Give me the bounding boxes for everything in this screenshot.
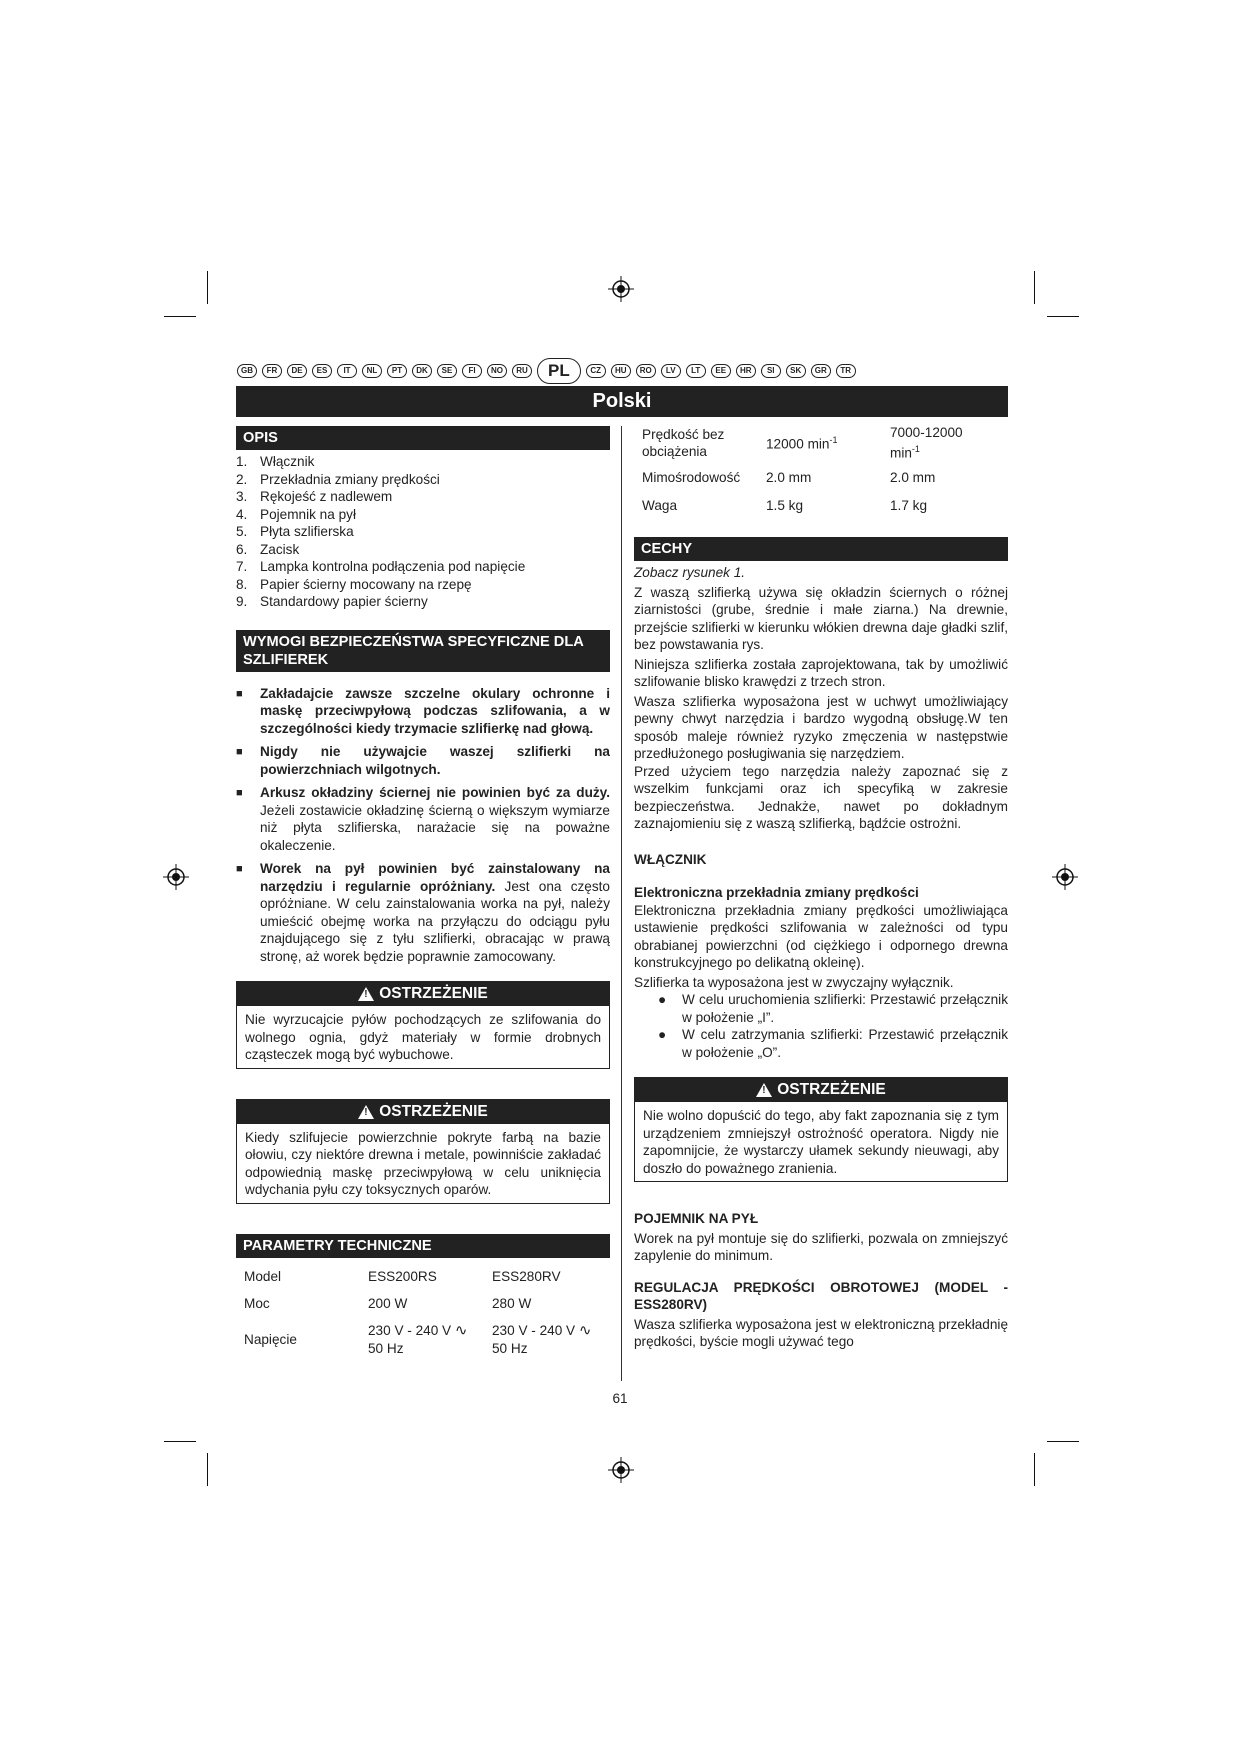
warning-triangle-icon [358,987,374,1001]
safety-bullet: ■ Zakładajcie zawsze szczelne okulary ochronne i maskę przeciwpyłową podczas szlifowania, a w szczególności kiedy trzymacie szlifierkę nad głową. [236,685,610,736]
lang-tab[interactable]: PT [387,364,407,378]
section-heading-params: PARAMETRY TECHNICZNE [236,1234,610,1258]
lang-tab[interactable]: NO [487,364,507,378]
crop-mark [1047,1441,1079,1442]
lang-tab[interactable]: DK [412,364,432,378]
crop-mark [207,1453,208,1486]
left-column [236,426,610,1362]
section-heading-cechy: CECHY [634,537,1008,561]
list-item: ● W celu zatrzymania szlifierki: Przestawić przełącznik w położenie „O”. [658,1027,1008,1060]
safety-bullet: ■ Nigdy nie używajcie waszej szlifierki na powierzchniach wilgotnych. [236,744,610,777]
lang-tab[interactable]: SK [786,364,806,378]
safety-bullet: ■ Arkusz okładziny ściernej nie powinien być za duży. Jeżeli zostawicie okładzinę ścierną o większym wymiarze niż płyta szlifierska, narażacie się na poważne okaleczenie. [236,785,610,853]
lang-tab[interactable]: NL [362,364,382,378]
warning-box: ! OSTRZEŻENIE Nie wyrzucajcie pyłów pochodzących ze szlifowania do wolnego ognia, gdyż materiały w formie drobnych cząsteczek mogą być wybuchowe. [236,981,610,1069]
safety-bullets [236,685,610,966]
ac-symbol-icon: ∿ [578,1322,592,1339]
safety-bullet: ■ Worek na pył powinien być zainstalowany na narzędziu i regularnie opróżniany. Jest ona często opróżniane. W celu zainstalowania worka na pył, należy umieścić obejmę worka na przyłączu do odciągu pyłu znajdującego się z tyłu szlifierki, obracając w prawą stronę, aż worek będzie poprawnie zamocowany. [236,861,610,964]
crop-mark [164,316,196,317]
lang-tab[interactable]: RO [636,364,656,378]
lang-tab[interactable]: HU [611,364,631,378]
registration-mark-icon [608,276,634,302]
right-column: Prędkość bez obciążenia 12000 $\min^{-1}$ 7000-12000 $\min^{-1}$ Mimośrodowość 2.0 mm 2.0 mm Waga 1.5 kg 1.7 kg CECHY Zobacz rysunek 1. Z waszą szlifierką używa się okładzin ściernych o różnej ziarnistości (grube, średnie i małe ziarna.) Na drewnie, przejście szlifierki w kierunku włókien drewna daje gładki szlif, bez powstawania rys. Niniejsza szlifierka została zaprojektowana, tak by umożliwić szlifowanie blisko krawędzi z trzech stron. Wasza szlifierka wyposażona jest w uchwyt umożliwiający pewny chwyt narzędzia i bardzo wygodną obsługę.W ten sposób maleje również ryzyko zmęczenia w następstwie przedłużonego posługiwania się narzędziem. Przed użyciem tego narzędzia należy zapoznać się z wszelkim funkcjami oraz ich specyfiką w zakresie bezpieczeństwa. Jednakże, nawet po dokładnym zaznajomieniu się z waszą szlifierką, bądźcie ostrożni. WŁĄCZNIK Elektroniczna przekładnia zmiany prędkości Elektroniczna przekładnia zmiany prędkości umożliwiająca ustawienie prędkości szlifowania w zależności od typu obrabianej powierzchni (od ciężkiego i odpornego drewna konstrukcyjnego po delikatną okleinę). Szlifierka ta wyposażona jest w zwyczajny wyłącznik. ● W celu uruchomienia szlifierki: Przestawić przełącznik w położenie „I”. ● W celu zatrzymania szlifierki: Przestawić przełącznik w położenie „O”. ! OSTRZEŻENIE Nie wolno dopuścić do tego, aby fakt zapoznania się z tym urządzeniem zmniejszył ostrożność operatora. Nigdy nie zapomnijcie, że wystarczy ułamek sekundy nieuwagi, aby doszło do poważnego zranienia. POJEMNIK NA PYŁ Worek na pył montuje się do szlifierki, pozwala on zmniejszyć zapylenie do minimum. REGULACJA PRĘDKOŚCI OBROTOWEJ (MODEL - ESS280RV) Wasza szlifierka wyposażona jest w elektroniczną przekładnię prędkości, byście mogli używać tego [634,426,1008,1351]
list-item: 6. Zacisk [236,541,300,557]
spec-table [236,1264,610,1362]
registration-mark-icon [608,1457,634,1483]
page-title: Polski [236,386,1008,417]
warning-triangle-icon [756,1083,772,1097]
parts-list [236,453,610,611]
list-item: 9. Standardowy papier ścierny [236,594,428,609]
lang-tab[interactable]: GB [237,364,257,378]
table-row: Napięcie 230 V - 240 V ∿ 50 Hz 230 V - 240 V ∿ 50 Hz [244,1322,592,1356]
list-item: 5. Płyta szlifierska [236,524,354,539]
registration-mark-icon [1052,864,1078,890]
heading-pojemnik: POJEMNIK NA PYŁ [634,1211,759,1226]
ac-symbol-icon: ∿ [454,1322,468,1339]
list-item: 2. Przekładnia zmiany prędkości [236,471,440,487]
table-row: Moc 200 W 280 W [244,1296,532,1312]
table-row: Model ESS200RS ESS280RV [244,1269,561,1285]
table-row: Prędkość bez obciążenia 12000 $\min^{-1}$ 7000-12000 $\min^{-1}$ [642,424,963,461]
spec-table-continued [634,422,1008,520]
list-item: 1. Włącznik [236,454,315,469]
page-number: 61 [612,1391,628,1406]
lang-tab[interactable]: ES [312,364,332,378]
lang-tab[interactable]: LT [686,364,706,378]
registration-mark-icon [163,864,189,890]
language-tabs [237,356,1007,386]
lang-tab[interactable]: HR [736,364,756,378]
heading-wlacznik: WŁĄCZNIK [634,851,707,867]
warning-box: ! OSTRZEŻENIE Kiedy szlifujecie powierzchnie pokryte farbą na bazie ołowiu, czy niektóre drewna i metale, powinniście zakładać odpowiednią maskę przeciwpyłową w celu uniknięcia wdychania pyłu czy toksycznych oparów. [236,1099,610,1204]
warning-triangle-icon [358,1105,374,1119]
crop-mark [1034,271,1035,304]
heading-regulacja: REGULACJA PRĘDKOŚCI OBROTOWEJ (MODEL - ESS280RV) [634,1279,1008,1312]
subheading-electronic-gear: Elektroniczna przekładnia zmiany prędkości [634,885,919,900]
lang-tab[interactable]: CZ [586,364,606,378]
list-item: ● W celu uruchomienia szlifierki: Przestawić przełącznik w położenie „I”. [658,992,1008,1025]
lang-tab[interactable]: SI [761,364,781,378]
section-heading-safety: WYMOGI BEZPIECZEŃSTWA SPECYFICZNE DLA SZLIFIEREK [236,630,610,672]
section-heading-opis: OPIS [236,426,610,450]
lang-tab[interactable]: FI [462,364,482,378]
lang-tab[interactable]: EE [711,364,731,378]
lang-tab[interactable]: GR [811,364,831,378]
column-divider [621,426,622,1381]
warning-box: ! OSTRZEŻENIE Nie wolno dopuścić do tego, aby fakt zapoznania się z tym urządzeniem zmniejszył ostrożność operatora. Nigdy nie zapomnijcie, że wystarczy ułamek sekundy nieuwagi, aby doszło do poważnego zranienia. [634,1077,1008,1182]
lang-tab[interactable]: FR [262,364,282,378]
lang-tab[interactable]: SE [437,364,457,378]
crop-mark [1047,316,1079,317]
lang-tab[interactable]: TR [836,364,856,378]
lang-tab[interactable]: DE [287,364,307,378]
lang-tab[interactable]: LV [661,364,681,378]
list-item: 4. Pojemnik na pył [236,506,356,522]
crop-mark [1034,1453,1035,1486]
lang-tab[interactable]: IT [337,364,357,378]
lang-tab[interactable]: RU [512,364,532,378]
list-item: 8. Papier ścierny mocowany na rzepę [236,576,472,592]
list-item: 7. Lampka kontrolna podłączenia pod napięcie [236,559,526,574]
table-row: Waga 1.5 kg 1.7 kg [642,498,928,514]
list-item: 3. Rękojeść z nadlewem [236,489,393,504]
crop-mark [207,271,208,304]
crop-mark [164,1441,196,1442]
table-row: Mimośrodowość 2.0 mm 2.0 mm [642,470,936,486]
lang-tab-active[interactable]: PL [537,358,581,384]
